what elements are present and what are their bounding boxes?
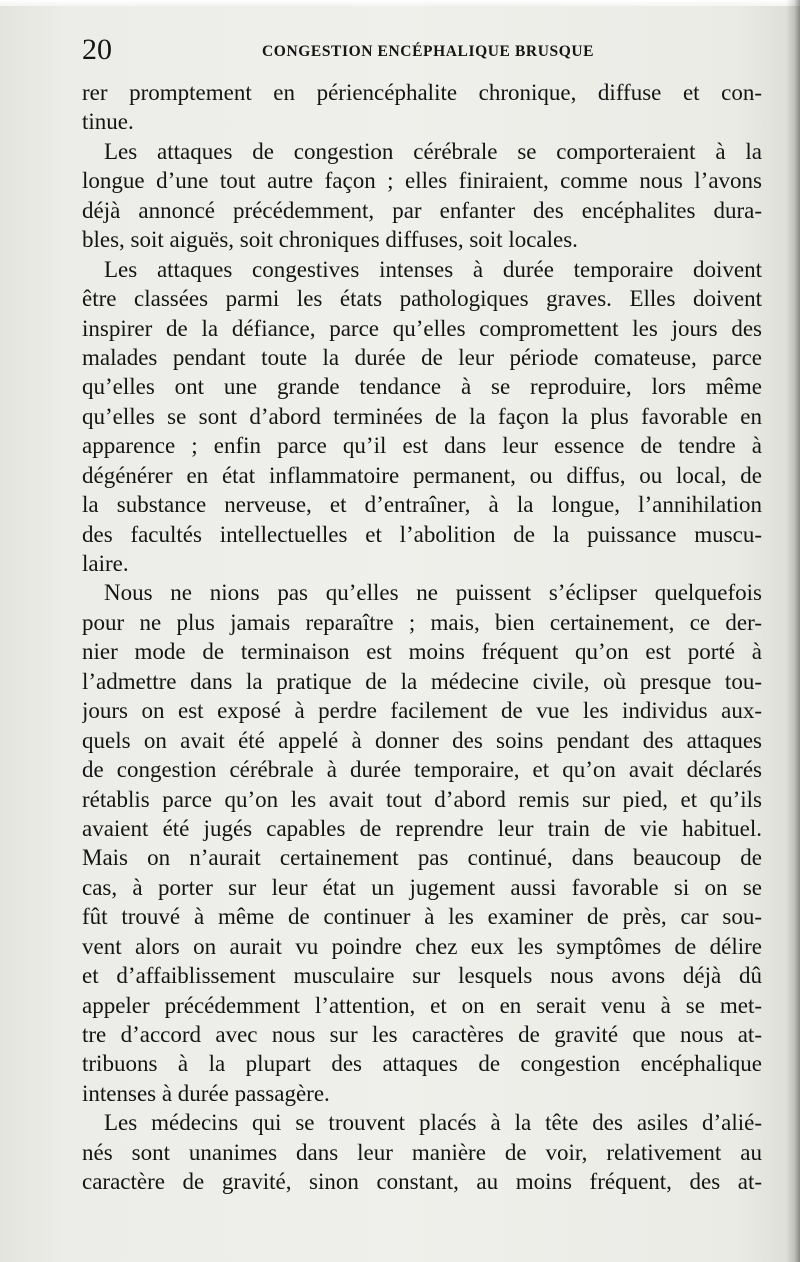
text-line: inspirer de la défiance, parce qu’elles compromettent les jours des	[82, 315, 762, 341]
paragraph-first-line: Les médecins qui se trouvent placés à la tête des asiles d’alié-	[104, 1110, 762, 1136]
text-line: tribuons à la plupart des attaques de congestion encéphalique	[82, 1051, 762, 1077]
text-line: appeler précédemment l’attention, et on en serait venu à se met-	[82, 992, 762, 1018]
text-line: jours on est exposé à perdre facilement de vue les individus aux-	[82, 698, 762, 724]
text-line: apparence ; enfin parce qu’il est dans leur essence de tendre à	[82, 433, 762, 459]
text-line: longue d’une tout autre façon ; elles finiraient, comme nous l’avons	[82, 168, 762, 194]
text-line: déjà annoncé précédemment, par enfanter des encéphalites dura-	[82, 197, 762, 223]
text-line: intenses à durée passagère.	[82, 1080, 330, 1106]
paragraph-first-line: Nous ne nions pas qu’elles ne puissent s’éclipser quelquefois	[104, 580, 762, 606]
page-top-edge	[0, 0, 800, 6]
text-line: la substance nerveuse, et d’entraîner, à la longue, l’annihilation	[82, 492, 762, 518]
paragraph-first-line: Les attaques de congestion cérébrale se comporteraient à la	[104, 138, 762, 164]
text-line: nier mode de terminaison est moins fréquent qu’on est porté à	[82, 639, 762, 665]
text-line: caractère de gravité, sinon constant, au moins fréquent, des at-	[82, 1169, 762, 1195]
text-line: qu’elles se sont d’abord terminées de la façon la plus favorable en	[82, 403, 762, 429]
text-line: fût trouvé à même de continuer à les examiner de près, car sou-	[82, 904, 762, 930]
page-header	[82, 34, 762, 66]
text-line: et d’affaiblissement musculaire sur lesquels nous avons déjà dû	[82, 963, 762, 989]
text-line: Mais on n’aurait certainement pas continué, dans beaucoup de	[82, 845, 762, 871]
text-line: être classées parmi les états pathologiques graves. Elles doivent	[82, 286, 762, 312]
text-line: qu’elles ont une grande tendance à se reproduire, lors même	[82, 374, 762, 400]
text-line: quels on avait été appelé à donner des soins pendant des attaques	[82, 727, 762, 753]
text-line: laire.	[82, 551, 129, 576]
text-line: bles, soit aiguës, soit chroniques diffuses, soit locales.	[82, 227, 578, 253]
text-line: l’admettre dans la pratique de la médecine civile, où presque tou-	[82, 668, 762, 694]
body-text	[82, 78, 762, 1197]
text-line: tre d’accord avec nous sur les caractères de gravité que nous at-	[82, 1022, 762, 1047]
text-line: rer promptement en périencéphalite chronique, diffuse et con-	[82, 80, 762, 105]
running-head: CONGESTION ENCÉPHALIQUE BRUSQUE	[262, 43, 595, 60]
text-line: de congestion cérébrale à durée temporaire, et qu’on avait déclarés	[82, 757, 762, 783]
paragraph-first-line: Les attaques congestives intenses à durée temporaire doivent	[104, 256, 762, 282]
text-line: pour ne plus jamais reparaître ; mais, bien certainement, ce der-	[82, 609, 762, 635]
text-line: malades pendant toute la durée de leur période comateuse, parce	[82, 344, 762, 370]
text-line: dégénérer en état inflammatoire permanent, ou diffus, ou local, de	[82, 462, 762, 488]
page-number: 20	[82, 33, 112, 66]
page-binding-shadow	[786, 0, 800, 1262]
text-line: nés sont unanimes dans leur manière de voir, relativement au	[82, 1139, 762, 1165]
text-line: avaient été jugés capables de reprendre leur train de vie habituel.	[82, 815, 762, 841]
text-line: vent alors on aurait vu poindre chez eux les symptômes de délire	[82, 933, 762, 959]
text-line: des facultés intellectuelles et l’abolition de la puissance muscu-	[82, 521, 762, 547]
text-line: tinue.	[82, 109, 134, 135]
text-line: rétablis parce qu’on les avait tout d’abord remis sur pied, et qu’ils	[82, 786, 762, 812]
text-line: cas, à porter sur leur état un jugement aussi favorable si on se	[82, 874, 762, 900]
